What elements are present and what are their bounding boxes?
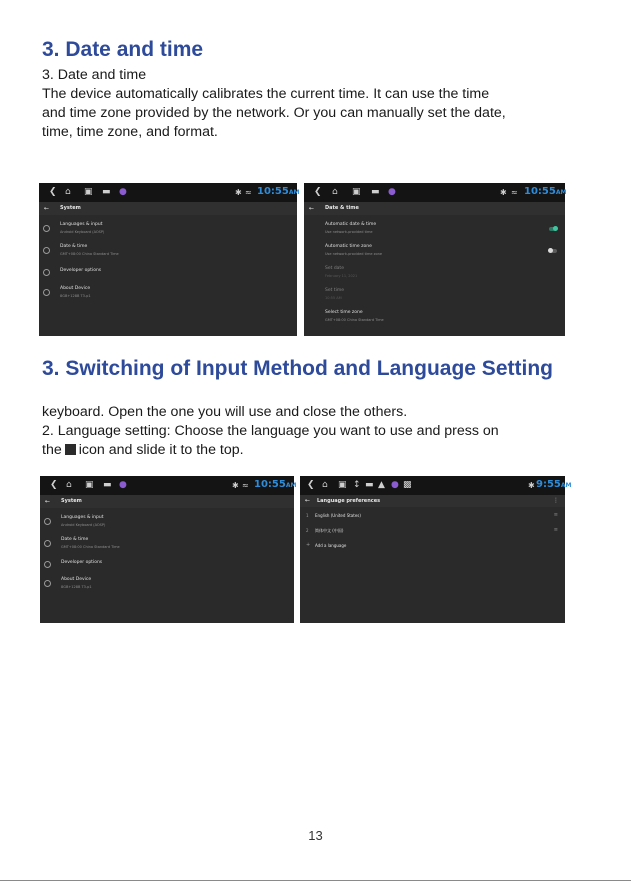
settings-header	[304, 202, 565, 215]
wifi-icon: ≈	[242, 481, 249, 490]
section-heading-date-time: 3. Date and time	[42, 38, 204, 61]
clock-icon	[43, 247, 50, 254]
drag-handle-icon[interactable]: ≡	[553, 512, 558, 518]
clock: 9:55AM	[536, 479, 572, 490]
status-bar	[300, 476, 572, 495]
list-item[interactable]: Developer options	[40, 556, 294, 574]
clock: 10:55AM	[254, 479, 297, 490]
paragraph-line: time, time zone, and format.	[42, 124, 218, 140]
list-item[interactable]: Languages & input Android Keyboard (AOSP)	[40, 512, 294, 534]
app-icon: ●	[391, 480, 399, 490]
wifi-icon: ≈	[511, 188, 518, 197]
paragraph-line: 2. Language setting: Choose the language you want to use and press on	[42, 423, 499, 439]
screenshot-system-settings	[39, 183, 300, 336]
list-item[interactable]: About Device 8GB+128B T3-p1	[40, 574, 294, 596]
drag-handle-icon	[65, 444, 76, 455]
paragraph-line: The device automatically calibrates the current time. It can use the time	[42, 86, 490, 102]
list-item[interactable]: Date & time GMT+08:00 China Standard Time	[40, 534, 294, 556]
screenshot-system-settings-2	[40, 476, 297, 623]
setting-auto-date-time[interactable]: Automatic date & time Use network-provided time	[304, 219, 565, 241]
clock: 10:55AM	[257, 186, 300, 197]
app-icon: ●	[388, 187, 396, 197]
paragraph-line: the icon and slide it to the top.	[42, 442, 244, 458]
notification-icon: ▬	[365, 480, 374, 490]
back-arrow-icon: ←	[305, 497, 311, 504]
wifi-icon: ≈	[245, 188, 252, 197]
section-heading-input-language: 3. Switching of Input Method and Language Setting	[42, 357, 553, 380]
bluetooth-icon: ✱	[528, 481, 535, 490]
list-item: About Device 8GB+128B T3-p1	[39, 283, 297, 305]
setting-select-time-zone[interactable]: Select time zone GMT+08:00 China Standard Time	[325, 310, 384, 322]
page-number: 13	[308, 828, 323, 843]
home-icon: ⌂	[65, 187, 71, 197]
bluetooth-icon: ✱	[500, 188, 507, 197]
paragraph-line: and time zone provided by the network. Or you can manually set the date,	[42, 105, 506, 121]
language-item[interactable]: 1 English (United States) ≡	[306, 512, 558, 518]
code-icon	[43, 269, 50, 276]
header-title: Date & time	[325, 205, 359, 211]
setting-set-date[interactable]: Set date February 11, 2021	[325, 266, 358, 278]
status-bar	[39, 183, 300, 202]
back-arrow-icon: ←	[45, 498, 51, 505]
back-icon: ❮	[314, 187, 322, 197]
back-arrow-icon: ←	[309, 205, 315, 212]
language-item[interactable]: 2 简体中文 (中国) ≡	[306, 527, 558, 533]
header-title: Language preferences	[317, 498, 381, 504]
recents-icon: ▣	[84, 187, 93, 197]
clock: 10:55AM	[524, 186, 567, 197]
settings-header	[40, 495, 294, 508]
bluetooth-icon: ✱	[235, 188, 242, 197]
code-icon	[44, 561, 51, 568]
header-title: System	[61, 498, 82, 504]
info-icon	[43, 289, 50, 296]
back-icon: ❮	[49, 187, 57, 197]
list-item: Developer options	[39, 263, 297, 283]
paragraph-line: keyboard. Open the one you will use and close the others.	[42, 404, 408, 420]
app-icon: ●	[119, 480, 127, 490]
globe-icon	[44, 518, 51, 525]
screenshot-language-preferences	[300, 476, 572, 623]
more-icon[interactable]: ⋮	[553, 497, 559, 504]
clock-icon	[44, 540, 51, 547]
setting-set-time[interactable]: Set time 10:55 AM	[325, 288, 344, 300]
back-arrow-icon: ←	[44, 205, 50, 212]
recents-icon: ▣	[85, 480, 94, 490]
screenshot-date-time-settings	[304, 183, 565, 336]
bluetooth-icon: ✱	[232, 481, 239, 490]
recents-icon: ▣	[338, 480, 347, 490]
home-icon: ⌂	[66, 480, 72, 490]
add-icon: +	[306, 542, 311, 548]
home-icon: ⌂	[322, 480, 328, 490]
back-icon: ❮	[50, 480, 58, 490]
status-bar	[304, 183, 565, 202]
settings-header	[39, 202, 297, 215]
drag-handle-icon[interactable]: ≡	[553, 527, 558, 533]
auto-date-time-toggle[interactable]	[549, 227, 557, 231]
back-icon: ❮	[307, 480, 315, 490]
notification-icon: ▬	[102, 187, 111, 197]
setting-auto-time-zone[interactable]: Automatic time zone Use network-provided time zone	[304, 241, 565, 263]
auto-time-zone-toggle[interactable]	[549, 249, 557, 253]
paragraph-line: 3. Date and time	[42, 67, 147, 83]
list-item: Languages & input Android Keyboard (AOSP)	[39, 219, 297, 241]
image-icon: ▩	[403, 480, 412, 490]
header-title: System	[60, 205, 81, 211]
notification-icon: ▬	[371, 187, 380, 197]
list-item: Date & time GMT+08:00 China Standard Time	[39, 241, 297, 263]
usb-icon: ↕	[353, 480, 361, 490]
globe-icon	[43, 225, 50, 232]
info-icon	[44, 580, 51, 587]
settings-header	[300, 495, 565, 507]
status-bar	[40, 476, 297, 495]
app-icon: ●	[119, 187, 127, 197]
home-icon: ⌂	[332, 187, 338, 197]
recents-icon: ▣	[352, 187, 361, 197]
add-language-item[interactable]: + Add a language	[306, 542, 347, 548]
warning-icon: ▲	[378, 480, 385, 490]
notification-icon: ▬	[103, 480, 112, 490]
footer-rule	[0, 880, 631, 881]
